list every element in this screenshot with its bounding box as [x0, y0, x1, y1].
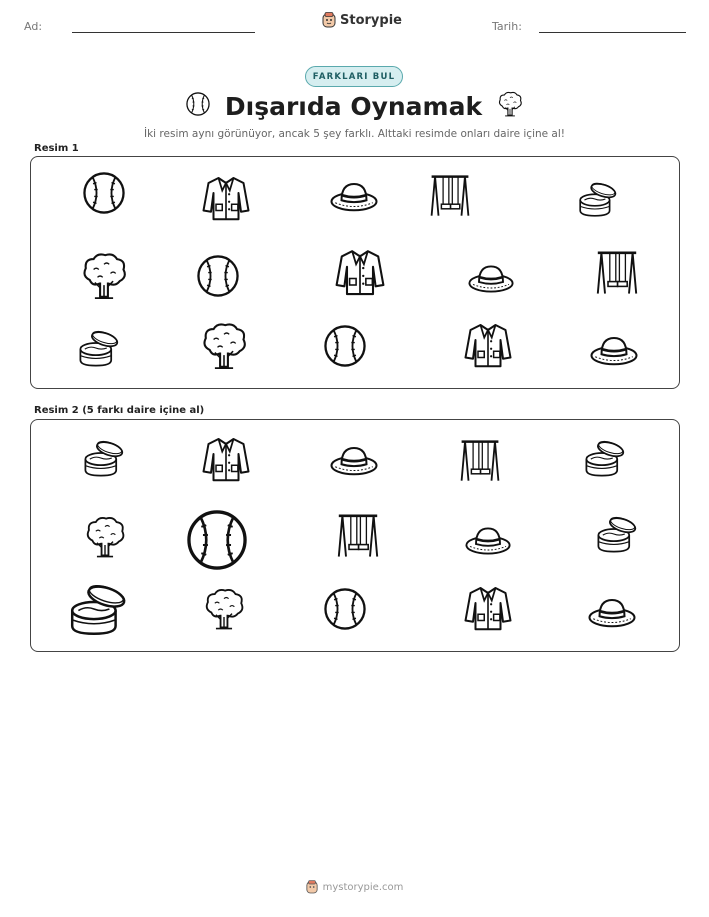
panel-2-label: Resim 2 (5 farkı daire içine al)	[34, 405, 205, 416]
baseball-icon	[322, 323, 368, 369]
hat-icon	[589, 323, 639, 373]
jar-icon[interactable]	[582, 436, 626, 480]
baseball-icon	[195, 253, 241, 299]
footer	[0, 880, 709, 894]
page-title: Dışarıda Oynamak	[224, 91, 483, 121]
swing-icon	[593, 248, 641, 296]
baseball-icon[interactable]	[322, 586, 368, 632]
picture-1-panel	[30, 156, 680, 389]
tree-icon[interactable]	[82, 514, 128, 560]
footer-url[interactable]: mystorypie.com	[322, 881, 404, 893]
jar-icon[interactable]	[66, 578, 128, 640]
swing-icon	[427, 172, 473, 218]
brand-name: Storypie	[340, 12, 402, 28]
jar-icon	[76, 326, 120, 370]
baseball-icon[interactable]	[184, 507, 250, 573]
date-line[interactable]	[539, 32, 686, 33]
storypie-mascot-icon	[322, 12, 336, 28]
tree-icon[interactable]	[201, 586, 247, 632]
title-row	[0, 90, 709, 122]
tree-icon	[496, 90, 524, 122]
hat-icon[interactable]	[464, 514, 512, 562]
picture-2-panel[interactable]	[30, 419, 680, 652]
name-line[interactable]	[72, 32, 255, 33]
baseball-icon	[185, 91, 211, 121]
jacket-icon[interactable]	[463, 583, 513, 633]
hat-icon[interactable]	[329, 433, 379, 483]
instructions: İki resim aynı görünüyor, ancak 5 şey farklı. Alttaki resimde onları daire içine al!	[144, 128, 565, 140]
activity-badge: FARKLARI BUL	[305, 66, 403, 87]
swing-icon[interactable]	[334, 511, 382, 559]
hat-icon	[329, 169, 379, 219]
tree-icon	[78, 250, 130, 302]
name-label: Ad:	[24, 20, 43, 33]
jacket-icon[interactable]	[201, 434, 251, 484]
hat-icon	[467, 252, 515, 300]
jar-icon[interactable]	[81, 436, 125, 480]
tree-icon	[198, 320, 250, 372]
date-label: Tarih:	[492, 20, 522, 33]
storypie-mascot-icon	[306, 880, 318, 894]
hat-icon[interactable]	[587, 585, 637, 635]
panel-1-label: Resim 1	[34, 143, 79, 154]
baseball-icon	[81, 170, 127, 216]
jar-icon	[576, 178, 618, 220]
jacket-icon	[463, 320, 513, 370]
jacket-icon	[201, 173, 251, 223]
swing-icon[interactable]	[457, 437, 503, 483]
brand-logo	[322, 12, 402, 28]
jar-icon[interactable]	[594, 512, 638, 556]
jacket-icon	[334, 246, 386, 298]
